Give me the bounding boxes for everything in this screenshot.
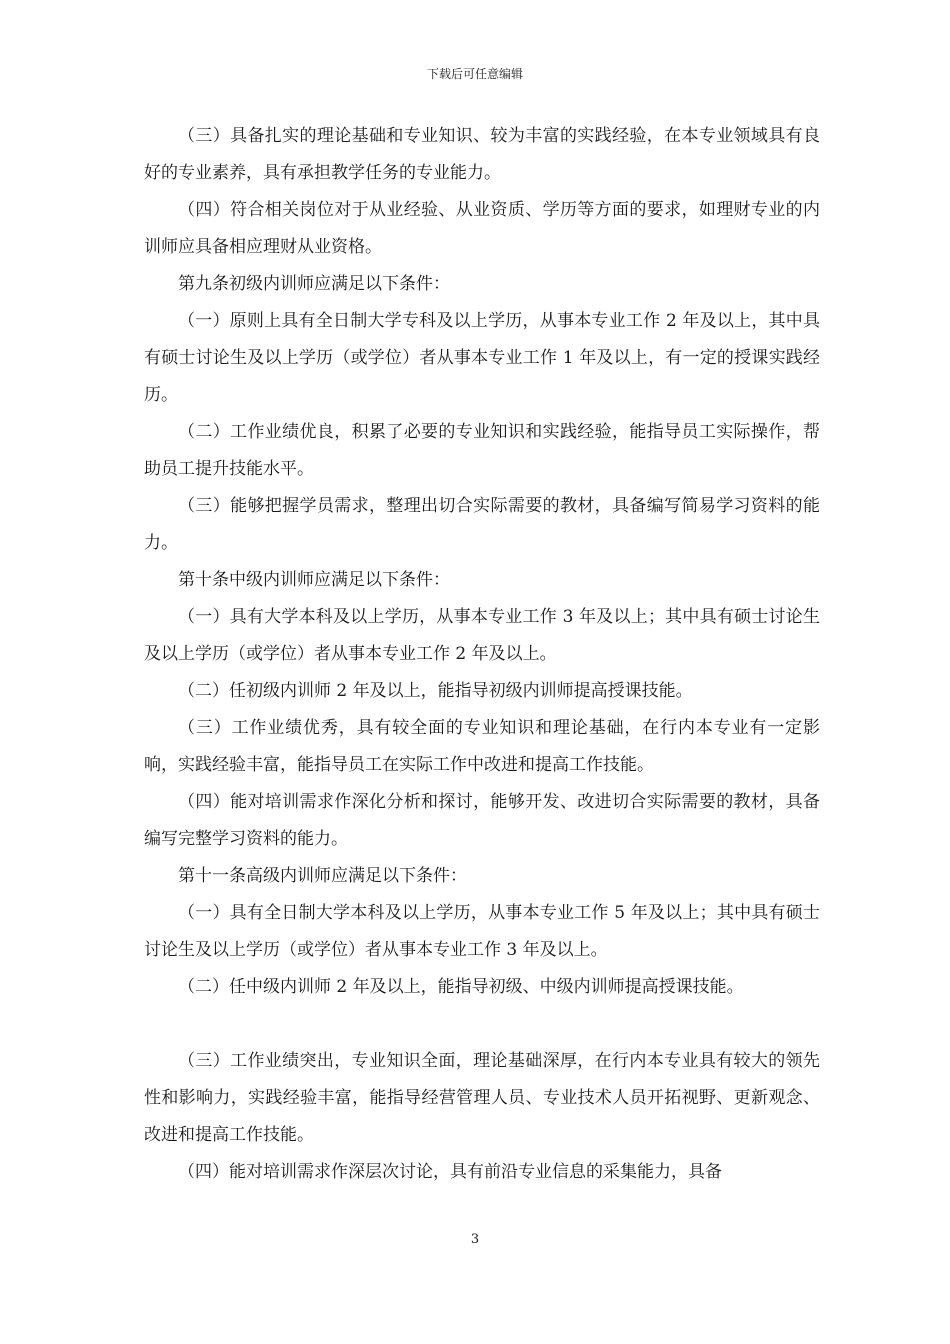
- page-number: 3: [470, 1232, 480, 1247]
- article-heading: 第十条中级内训师应满足以下条件：: [178, 570, 450, 590]
- paragraph: （一）具有全日制大学本科及以上学历，从事本专业工作 5 年及以上；其中具有硕士讨论生及以上学历（或学位）者从事本专业工作 3 年及以上。: [144, 903, 820, 960]
- paragraph: （二）任中级内训师 2 年及以上，能指导初级、中级内训师提高授课技能。: [178, 977, 744, 997]
- article-heading: 第九条初级内训师应满足以下条件：: [178, 274, 450, 294]
- document-body: [144, 118, 820, 1191]
- article-heading: 第十一条高级内训师应满足以下条件：: [178, 866, 467, 886]
- paragraph: （三）工作业绩突出，专业知识全面，理论基础深厚，在行内本专业具有较大的领先性和影响力，实践经验丰富，能指导经营管理人员、专业技术人员开拓视野、更新观念、改进和提高工作技能。: [144, 1051, 820, 1145]
- paragraph: （二）工作业绩优良，积累了必要的专业知识和实践经验，能指导员工实际操作，帮助员工提升技能水平。: [144, 422, 820, 479]
- page-header-note: 下载后可任意编辑: [426, 67, 523, 81]
- paragraph: （三）能够把握学员需求，整理出切合实际需要的教材，具备编写简易学习资料的能力。: [144, 496, 820, 553]
- blank-line: [144, 1006, 820, 1043]
- paragraph: （三）工作业绩优秀，具有较全面的专业知识和理论基础，在行内本专业有一定影响，实践经验丰富，能指导员工在实际工作中改进和提高工作技能。: [144, 718, 820, 775]
- paragraph: （一）原则上具有全日制大学专科及以上学历，从事本专业工作 2 年及以上，其中具有硕士讨论生及以上学历（或学位）者从事本专业工作 1 年及以上，有一定的授课实践经历。: [144, 311, 820, 405]
- paragraph: （四）能对培训需求作深层次讨论，具有前沿专业信息的采集能力，具备: [178, 1162, 722, 1182]
- paragraph: （二）任初级内训师 2 年及以上，能指导初级内训师提高授课技能。: [178, 681, 693, 701]
- paragraph: （三）具备扎实的理论基础和专业知识、较为丰富的实践经验，在本专业领域具有良好的专业素养，具有承担教学任务的专业能力。: [144, 126, 820, 183]
- paragraph: （一）具有大学本科及以上学历，从事本专业工作 3 年及以上；其中具有硕士讨论生及以上学历（或学位）者从事本专业工作 2 年及以上。: [144, 607, 820, 664]
- paragraph: （四）符合相关岗位对于从业经验、从业资质、学历等方面的要求，如理财专业的内训师应具备相应理财从业资格。: [144, 200, 820, 257]
- paragraph: （四）能对培训需求作深化分析和探讨，能够开发、改进切合实际需要的教材，具备编写完整学习资料的能力。: [144, 792, 820, 849]
